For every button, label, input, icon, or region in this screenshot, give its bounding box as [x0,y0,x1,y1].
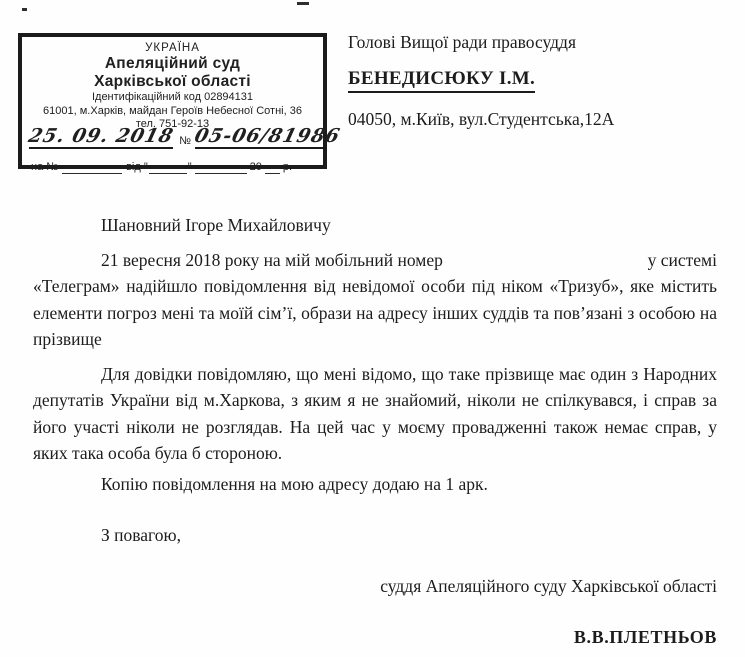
ref-na-label: на № [31,160,59,173]
paragraph-1-line-end: у системі [647,249,717,270]
paragraph-2: Для довідки повідомляю, що мені відомо, що таке прізвище має один з Народних депутатів України від м.Харкова, з яким я не знайомий, ніколи не спілкувався, і справ за його участі ніколи не розглядав. На цей час у моєму провадженні також немає справ, у яких така особа була б стороною. [33,363,717,463]
stamp-org-line1: Апеляційний суд [104,55,241,72]
paragraph-1-continued: «Телеграм» надійшло повідомлення від невідомої особи під ніком «Тризуб», яке містить елементи погроз мені та моїй сім’ї, образи на адресу інших суддів та пов’язані з особою на прізвище [33,276,717,349]
stamp-date-underline [26,124,176,149]
ref-blank-1 [62,162,122,174]
ref-blank-4 [265,162,280,174]
stamp-handwritten-row [22,117,343,149]
salutation: Шановний Ігоре Михайловичу [101,215,331,235]
stamp-address: 61001, м.Харків, майдан Героїв Небесної Сотні, 36 [43,104,302,117]
signature-title: суддя Апеляційного суду Харківської області [380,575,717,596]
signature-name: В.В.ПЛЕТНЬОВ [573,627,717,647]
recipient-name: БЕНЕДИСЮКУ І.М. [348,68,535,93]
handwritten-date: 25. 09. 2018 [26,124,176,147]
ref-r-label: р. [282,160,293,173]
handwritten-number: 05-06/81986 [192,124,343,147]
closing-phrase: З повагою, [101,525,181,545]
ref-blank-2 [149,162,187,174]
recipient-address: 04050, м.Київ, вул.Студентська,12А [348,109,615,129]
recipient-name-wrap [348,68,614,93]
ref-blank-3 [195,162,247,174]
ref-vid-label: від " [126,160,148,173]
stamp-country: УКРАЇНА [145,42,200,54]
ref-year-label: 20 [249,160,262,173]
recipient-role: Голові Вищої ради правосуддя [348,32,576,52]
scan-artifact [22,8,27,11]
stamp-number-sign: № [179,134,192,147]
paragraph-3: Копію повідомлення на мою адресу додаю на 1 арк. [101,473,488,494]
stamp-ref-line [22,161,323,174]
stamp-phone: тел. 751-92-13 [135,118,210,130]
scan-artifact [297,2,309,5]
letter-body [33,212,717,651]
paragraph-1-before-redaction: 21 вересня 2018 року на мій мобільний номер [101,249,443,270]
recipient-block [348,31,614,130]
court-stamp-box [18,33,343,173]
paragraph-1-first-line [33,247,717,274]
ref-quote-label: " [187,160,192,173]
stamp-id-code: Ідентифікаційний код 02894131 [91,91,254,103]
stamp-org-line2: Харківської області [94,73,251,90]
stamp-number-underline [192,124,343,149]
